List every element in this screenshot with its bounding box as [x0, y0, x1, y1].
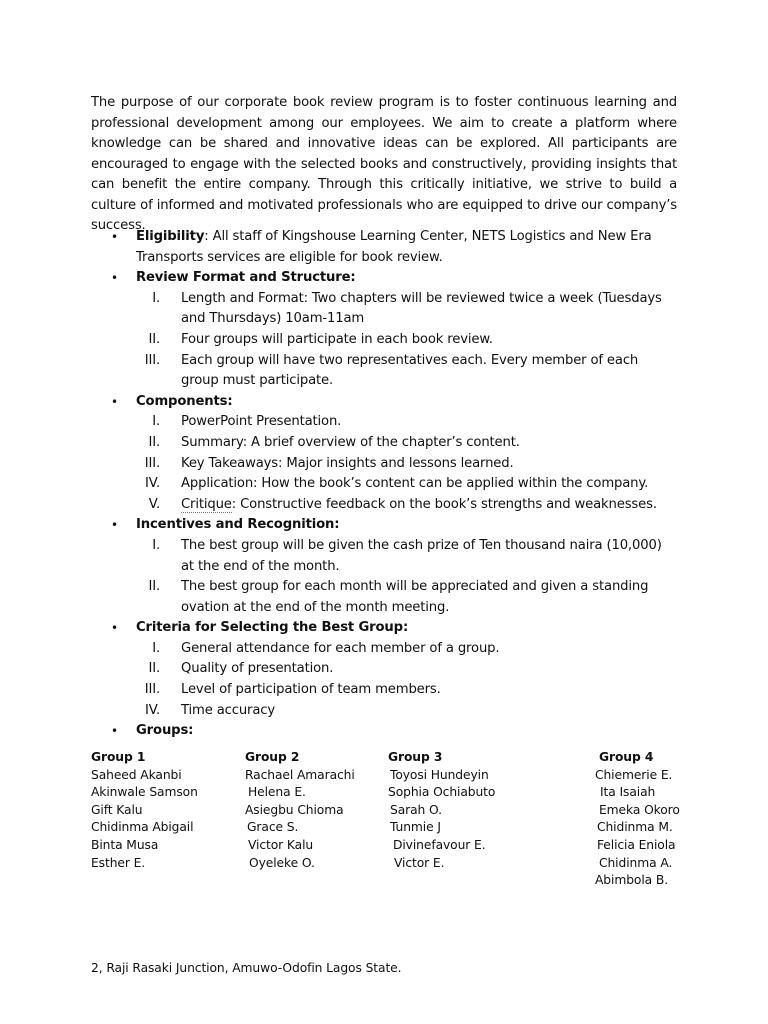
- list-item-text: PowerPoint Presentation.: [181, 414, 342, 430]
- roman-numeral: I.: [152, 290, 160, 306]
- roman-numeral: III.: [144, 455, 160, 471]
- group-title: Group 4: [599, 750, 654, 764]
- list-item-text: Application: How the book’s content can be applied within the company.: [181, 476, 649, 492]
- bullet-icon: •: [111, 621, 118, 636]
- section-groups: [91, 721, 691, 742]
- groups-table: [91, 749, 691, 889]
- roman-numeral: IV.: [145, 476, 160, 492]
- roman-numeral: II.: [148, 331, 160, 347]
- roman-numeral: II.: [148, 434, 160, 450]
- group-member: Grace S.: [247, 820, 299, 835]
- list-item-text: General attendance for each member of a group.: [181, 640, 500, 656]
- roman-numeral: I.: [152, 414, 160, 430]
- list-item-text: Summary: A brief overview of the chapter’s content.: [181, 434, 520, 450]
- criteria-list: [136, 639, 691, 721]
- list-item: [136, 474, 677, 495]
- list-item-text: Quality of presentation.: [181, 661, 334, 677]
- group-member: Rachael Amarachi: [245, 767, 355, 782]
- group-column-1: [91, 749, 198, 872]
- group-member: Sarah O.: [390, 802, 442, 817]
- group-member: Victor Kalu: [248, 837, 314, 852]
- list-item: [136, 680, 677, 701]
- list-item: [136, 454, 677, 475]
- section-title: Groups:: [136, 723, 194, 739]
- section-title: Incentives and Recognition:: [136, 517, 340, 533]
- group-member: Toyosi Hundeyin: [390, 767, 489, 782]
- components-list: [136, 412, 691, 515]
- group-member: Asiegbu Chioma: [245, 802, 344, 817]
- group-member: Ita Isaiah: [600, 785, 656, 800]
- list-item-text: : Constructive feedback on the book’s strengths and weaknesses.: [231, 496, 657, 512]
- section-title: Eligibility: [136, 229, 205, 244]
- roman-numeral: I.: [152, 537, 160, 553]
- review-format-list: [136, 289, 691, 392]
- group-member: Tunmie J: [390, 820, 441, 835]
- group-member: Chidinma Abigail: [91, 820, 194, 835]
- group-member: Felicia Eniola: [597, 837, 676, 852]
- incentives-list: [136, 536, 691, 618]
- group-member: Chiemerie E.: [595, 767, 673, 782]
- group-member: Divinefavour E.: [393, 837, 486, 852]
- bullet-icon: •: [111, 724, 118, 739]
- group-member: Akinwale Samson: [91, 785, 198, 800]
- section-criteria: [91, 618, 691, 721]
- group-member: Helena E.: [248, 785, 306, 800]
- bullet-icon: •: [111, 394, 118, 409]
- group-member: Chidinma M.: [597, 820, 673, 835]
- roman-numeral: II.: [148, 579, 160, 595]
- group-column-2: [245, 749, 355, 872]
- bullet-icon: •: [111, 230, 118, 244]
- list-item-text: Each group will have two representatives each. Every member of each group must participate.: [181, 352, 639, 389]
- list-item: [136, 289, 677, 330]
- section-title: Components:: [136, 393, 233, 409]
- list-item-text: Level of participation of team members.: [181, 682, 441, 698]
- group-member: Victor E.: [394, 855, 445, 870]
- group-member: Binta Musa: [91, 837, 159, 852]
- list-item: [136, 639, 677, 660]
- group-title: Group 2: [245, 750, 300, 764]
- group-member: Chidinma A.: [599, 855, 673, 870]
- list-item-text: The best group for each month will be appreciated and given a standing ovation at the end of the month meeting.: [181, 579, 649, 615]
- group-title: Group 3: [388, 750, 443, 764]
- group-title: Group 1: [91, 750, 146, 764]
- group-member: Esther E.: [91, 855, 146, 870]
- roman-numeral: III.: [144, 352, 160, 368]
- list-item-text: Time accuracy: [181, 702, 276, 718]
- list-item-text: Length and Format: Two chapters will be reviewed twice a week (Tuesdays and Thursdays) 10am-11am: [181, 290, 662, 327]
- group-column-4: [595, 749, 680, 890]
- section-title: Criteria for Selecting the Best Group:: [136, 620, 409, 636]
- list-item: [136, 536, 677, 577]
- group-member: Abimbola B.: [595, 873, 669, 888]
- program-sections: [91, 227, 691, 742]
- section-incentives: [91, 515, 691, 618]
- group-member: Saheed Akanbi: [91, 767, 182, 782]
- section-review-format: [91, 268, 691, 392]
- section-text: : All staff of Kingshouse Learning Center, NETS Logistics and New Era Transports services are eligible for book review.: [136, 229, 652, 265]
- critique-term: Critique: [181, 496, 232, 512]
- list-item: [136, 659, 677, 680]
- roman-numeral: III.: [144, 682, 160, 698]
- list-item: [136, 495, 677, 516]
- section-eligibility: [91, 227, 691, 268]
- list-item: [136, 577, 677, 618]
- list-item: [136, 412, 677, 433]
- roman-numeral: V.: [148, 496, 160, 512]
- list-item: [136, 351, 677, 392]
- intro-paragraph: The purpose of our corporate book review program is to foster continuous learning and professional development among our employees. We aim to create a platform where knowledge can be shared and innovative ideas can be explored. All participants are encouraged to engage with the selected books and constructively, providing insights that can benefit the entire company. Through this critically initiative, we strive to build a culture of informed and motivated professionals who are equipped to drive our company’s success.: [91, 95, 677, 233]
- roman-numeral: I.: [152, 640, 160, 656]
- list-item-text: The best group will be given the cash prize of Ten thousand naira (10,000) at the end of the month.: [181, 537, 662, 574]
- group-member: Gift Kalu: [91, 802, 143, 817]
- group-column-3: [388, 749, 495, 872]
- list-item: [136, 433, 677, 454]
- group-member: Emeka Okoro: [599, 802, 680, 817]
- bullet-icon: •: [111, 518, 118, 533]
- bullet-icon: •: [111, 271, 118, 286]
- list-item: [136, 701, 677, 722]
- group-member: Sophia Ochiabuto: [388, 785, 496, 800]
- list-item-text: Key Takeaways: Major insights and lessons learned.: [181, 455, 514, 471]
- address-footer: 2, Raji Rasaki Junction, Amuwo-Odofin Lagos State.: [91, 961, 402, 975]
- list-item-text: Four groups will participate in each book review.: [181, 331, 493, 347]
- group-member: Oyeleke O.: [249, 855, 315, 870]
- section-components: [91, 392, 691, 516]
- section-title: Review Format and Structure:: [136, 270, 356, 286]
- roman-numeral: IV.: [145, 702, 160, 718]
- roman-numeral: II.: [148, 661, 160, 677]
- list-item: [136, 330, 677, 351]
